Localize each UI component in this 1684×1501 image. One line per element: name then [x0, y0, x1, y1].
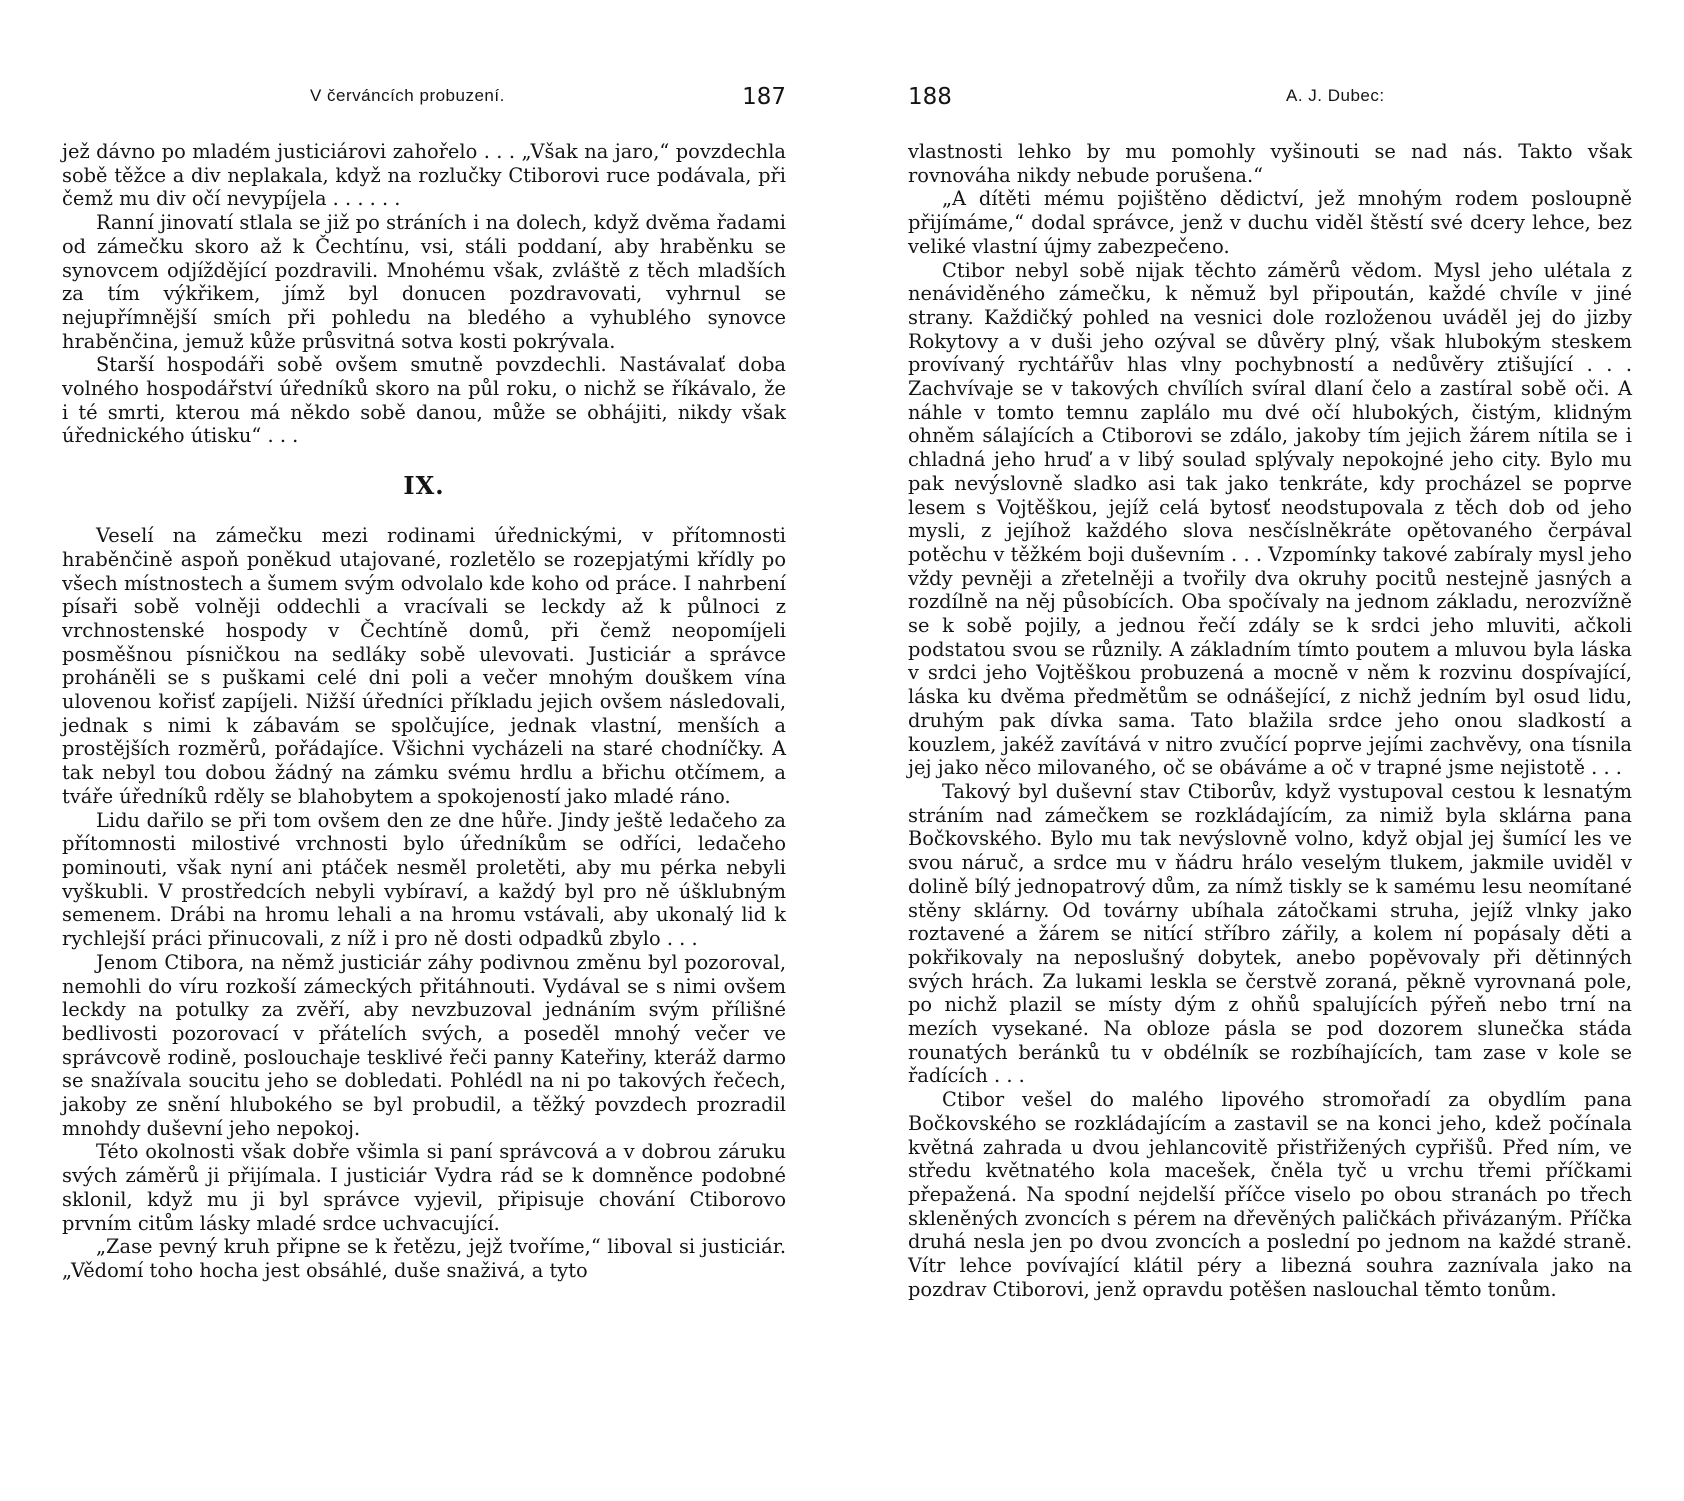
paragraph: vlastnosti lehko by mu pomohly vyšinouti se nad nás. Takto však rovnováha nikdy nebude porušena.“	[908, 140, 1632, 187]
left-page	[62, 0, 786, 1501]
right-page	[908, 0, 1632, 1501]
paragraph: Lidu dařilo se při tom ovšem den ze dne hůře. Jindy ještě ledačeho za přítomnosti milostivé vrchnosti bylo úředníkům se odříci, ledačeho pominouti, však nyní ani ptáček nesměl proletěti, aby mu pérka nebyli vyškubli. V prostředcích nebyli vybíraví, a každý byl pro ně úšklubným semenem. Drábi na hromu lehali a na hromu vstávali, aby ukonalý lid k rychlejší práci přinucovali, z níž i pro ně dosti odpadků zbylo . . .	[62, 808, 786, 951]
chapter-heading: IX.	[403, 471, 445, 501]
right-page-number: 188	[908, 84, 952, 110]
paragraph: „A dítěti mému pojištěno dědictví, jež mnohým rodem posloupně přijímáme,“ dodal správce, jenž v duchu viděl štěstí své dcery lehce, bez veliké vlastní újmy zabezpečeno.	[908, 187, 1632, 258]
paragraph: „Zase pevný kruh připne se k řetězu, jejž tvoříme,“ liboval si justiciár. „Vědomí toho hocha jest obsáhlé, duše snaživá, a tyto	[62, 1235, 786, 1282]
left-page-number: 187	[742, 84, 786, 110]
right-running-head	[908, 84, 1632, 118]
left-running-head	[62, 84, 786, 118]
paragraph: Takový byl duševní stav Ctiborův, když vystupoval cestou k lesnatým stráním nad zámečkem se rozkládajícím, za nimiž byla sklárna pana Bočkovského. Bylo mu tak nevýslovně volno, když objal jej šumící les ve svou náruč, a srdce mu v ňádru hrálo veselým tlukem, jakmile uviděl v dolině bílý jednopatrový dům, za nímž tiskly se k samému lesu neomítané stěny sklárny. Od továrny ubíhala zátočkami struha, jejíž vlnky jako roztavené a žárem se nitící stříbro zářily, a kolem ní popásaly děti a pokřikovaly na neposlušný dobytek, anebo popěvovaly při dětinných svých hrách. Za lukami leskla se čerstvě zoraná, pěkně vyrovnaná pole, po nichž plazil se místy dým z ohňů spalujících pýřeň nebo trní na mezích vysekané. Na obloze pásla se pod dozorem slunečka stáda rounatých beránků tu v obdélník se rozbíhajících, tam zase v kole se řadících . . .	[908, 779, 1632, 1088]
paragraph: Jenom Ctibora, na němž justiciár záhy podivnou změnu byl pozoroval, nemohli do víru rozkoší zámeckých přitáhnouti. Vydával se s nimi ovšem leckdy na potulky za zvěří, aby nevzbuzoval jednáním svým přílišné bedlivosti pozorovací v přátelích svých, a poseděl mnohý večer ve správcově rodině, poslouchaje tesklivé řeči panny Kateřiny, kteráž darmo se snažívala soucitu jeho se dobledati. Pohlédl na ni po takových řečech, jakoby ze snění hlubokého se byl probudil, a těžký povzdech prozradil mnohdy duševní jeho nepokoj.	[62, 950, 786, 1140]
paragraph: jež dávno po mladém justiciárovi zahořelo . . . „Však na jaro,“ povzdechla sobě těžce a div neplakala, když na rozlučky Ctiborovi ruce podávala, při čemž mu div očí nevypíjela . . . . . .	[62, 140, 786, 211]
paragraph: Starší hospodáři sobě ovšem smutně povzdechli. Nastávalať doba volného hospodářství úředníků skoro na půl roku, o nichž se říkávalo, že i té smrti, kterou má někdo sobě danou, může se obhájiti, nikdy však úřednického útisku“ . . .	[62, 353, 786, 448]
left-running-title: V červáncích probuzení.	[310, 86, 505, 105]
paragraph: Ctibor vešel do malého lipového stromořadí za obydlím pana Bočkovského se rozkládajícím a zastavil se na konci jeho, kdež počínala květná zahrada u dvou jehlancovitě přistřižených cypřišů. Před ním, ve středu květnatého kola macešek, čněla tyč u vrchu třemi příčkami přepažená. Na spodní nejdelší příčce viselo po obou stranách po třech skleněných zvoncích s pérem na dřevěných paličkách přivázaným. Příčka druhá nesla jen po dvou zvoncích a poslední po jednom na každé straně. Vítr lehce povívající klátil péry a libezná souhra zaznívala jako na pozdrav Ctiborovi, jenž opravdu potěšen naslouchal těmto tonům.	[908, 1088, 1632, 1301]
paragraph: Ranní jinovatí stlala se již po stráních i na dolech, když dvěma řadami od zámečku skoro až k Čechtínu, vsi, stáli poddaní, aby hraběnku se synovcem odjíždějící pozdravili. Mnohému však, zvláště z těch mladších za tím výkřikem, jímž byl donucen pozdravovati, vyhrnul se nejupřímnější smích při pohledu na bledého a vyhublého synovce hraběnčina, jemuž kůže průsvitná sotva kosti pokrývala.	[62, 211, 786, 353]
left-body-text	[62, 140, 786, 1283]
paragraph: Této okolnosti však dobře všimla si paní správcová a v dobrou záruku svých záměrů ji přijímala. I justiciár Vydra rád se k domněnce podobné sklonil, když mu ji byl správce vyjevil, připisuje chování Ctiborovo prvním citům lásky mladé srdce uchvacující.	[62, 1140, 786, 1235]
right-body-text	[908, 140, 1632, 1301]
right-running-title: A. J. Dubec:	[1286, 86, 1385, 105]
paragraph: Ctibor nebyl sobě nijak těchto záměrů vědom. Mysl jeho ulétala z nenáviděného zámečku, k němuž byl připoután, každé chvíle v jiné strany. Každičký pohled na vesnici dole rozloženou uváděl jej do jizby Rokytovy a v duši jeho ozýval se důvěry plný, však hlubokým steskem provívaný rychtářův hlas vlny pochybností a nedůvěry ztišující . . . Zachvívaje se v takových chvílích svíral dlaní čelo a zastíral sobě oči. A náhle v tomto temnu zaplálo mu dvé očí hlubokých, čistým, klidným ohněm sálajících a Ctiborovi se zdálo, jakoby tím jejich žárem nítila se i chladná jeho hruď a v libý soulad splývaly nepokojné jeho city. Bylo mu pak nevýslovně sladko asi tak jako tenkráte, kdy procházel se poprve lesem s Vojtěškou, jejíž celá bytosť neodstupovala z těch dob od jeho mysli, z jejíhož každého slova nesčíslněkráte opětovaného čerpával potěchu v těžkém boji duševním . . . Vzpomínky takové zabíraly mysl jeho vždy pevněji a zřetelněji a tvořily dva okruhy pocitů nestejně jasných a rozdílně na něj působících. Oba spočívaly na jednom základu, nerozvížně se k sobě pojily, a jednou řečí zdály se k srdci jeho mluviti, ačkoli podstatou svou se různily. A základním tímto poutem a mluvou byla láska v srdci jeho Vojtěškou probuzená a mocně v něm k rozvinu dospívající, láska ku dvěma předmětům se odnášející, z nichž jedním byl osud lidu, druhým pak dívka sama. Tato blažila srdce jeho onou sladkostí a kouzlem, jakéž zavítává v nitro zvučící poprve jejími zachvěvy, ona tísnila jej jako něco milovaného, oč se obáváme a oč v trapné jsme nejistotě . . .	[908, 258, 1632, 780]
paragraph: Veselí na zámečku mezi rodinami úřednickými, v přítomnosti hraběnčině aspoň poněkud utajované, rozletělo se rozepjatými křídly po všech místnostech a šumem svým odvolalo kde koho od práce. I nahrbení písaři sobě volněji oddechli a vracívali se leckdy až k půlnoci z vrchnostenské hospody v Čechtíně domů, při čemž neopomíjeli posměšnou písničkou na sedláky sobě ulevovati. Justiciár a správce proháněli se s puškami celé dni poli a večer mnohým douškem vína ulovenou kořisť zapíjeli. Nižší úředníci příkladu jejich ovšem následovali, jednak s nimi k zábavám se spolčujíce, jednak vlastní, menších a prostějších rozměrů, pořádajíce. Všichni vycházeli na staré chodníčky. A tak nebyl tou dobou žádný na zámku svému hrdlu a břichu otčímem, a tváře úředníků rděly se blahobytem a spokojeností jako mladé ráno.	[62, 524, 786, 808]
